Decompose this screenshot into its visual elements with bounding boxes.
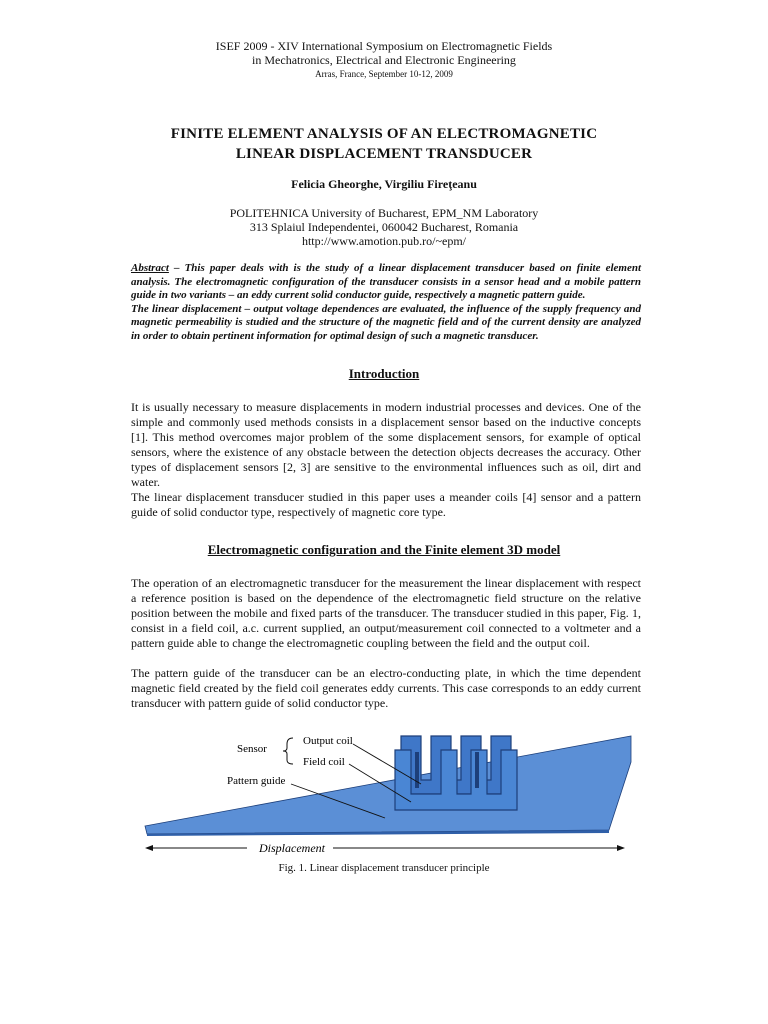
abstract xyxy=(131,262,641,343)
sensor-brace xyxy=(283,738,293,764)
abstract-paragraph-2: The linear displacement – output voltage dependences are evaluated, the influence of the supply frequency and magnetic permeability is studied and the structure of the magnetic field and of the current density are analyzed in order to obtain pertinent information for optimal design of such a magnetic transducer. xyxy=(131,302,641,342)
sensor-coils xyxy=(395,736,517,810)
affiliation-line-1: POLITEHNICA University of Bucharest, EPM_NM Laboratory xyxy=(229,206,539,220)
paper-title xyxy=(0,124,768,164)
pattern-guide-label: Pattern guide xyxy=(227,775,286,787)
figure-1 xyxy=(131,722,641,862)
affiliation-url[interactable]: http://www.amotion.pub.ro/~epm/ xyxy=(301,234,467,248)
conference-line-1: ISEF 2009 - XIV International Symposium on Electromagnetic Fields xyxy=(215,39,553,53)
conference-line-2: in Mechatronics, Electrical and Electronic Engineering xyxy=(252,53,516,67)
affiliation xyxy=(0,206,768,248)
pattern-guide-plate xyxy=(145,736,631,834)
intro-paragraph-2: The linear displacement transducer studied in this paper uses a meander coils [4] sensor and a pattern guide of solid conductor type, respectively of magnetic core type. xyxy=(131,490,641,519)
section-heading-introduction: Introduction xyxy=(348,366,420,381)
intro-paragraph-1: It is usually necessary to measure displacements in modern industrial processes and devices. One of the simple and commonly used methods consists in a displacement sensor based on the inductive concepts [1]. This method overcomes major problem of the some displacement sensors, for example of optical sensors, where the existence of any obstacle between the detection objects decreases the accuracy. Other types of displacement sensors [2, 3] are sensitive to the environmental influences such as oil, dirt and water. xyxy=(131,400,641,489)
section-heading-configuration: Electromagnetic configuration and the Finite element 3D model xyxy=(207,542,561,557)
displacement-label: Displacement xyxy=(259,841,325,855)
affiliation-line-2: 313 Splaiul Independentei, 060042 Bucharest, Romania xyxy=(249,220,519,234)
field-coil-label: Field coil xyxy=(303,756,345,768)
paper-title-line-1: FINITE ELEMENT ANALYSIS OF AN ELECTROMAGNETIC xyxy=(170,126,598,142)
paper-title-line-2: LINEAR DISPLACEMENT TRANSDUCER xyxy=(235,146,533,162)
abstract-text-1: – This paper deals with is the study of a linear displacement transducer based on finite element analysis. The electromagnetic configuration of the transducer consists in a sensor head and a mobile pattern guide in two variants – an eddy current solid conductor guide, respectively a magnetic pattern guide. xyxy=(131,262,641,301)
config-paragraph-1: The operation of an electromagnetic transducer for the measurement the linear displacement with respect a reference position is based on the dependence of the electromagnetic field structure on the relative position between the mobile and fixed parts of the transducer. The transducer studied in this paper, Fig. 1, consist in a field coil, a.c. current supplied, an output/measurement coil connected to a voltmeter and a pattern guide able to change the electromagnetic coupling between the field and the output coil. xyxy=(131,576,641,650)
sensor-label: Sensor xyxy=(237,743,267,755)
figure-1-caption: Fig. 1. Linear displacement transducer principle xyxy=(278,862,490,874)
abstract-paragraph-1 xyxy=(131,262,641,303)
conference-line-3: Arras, France, September 10-12, 2009 xyxy=(315,69,453,79)
displacement-arrowhead-left xyxy=(145,845,153,851)
config-paragraph-2: The pattern guide of the transducer can be an electro-conducting plate, in which the time dependent magnetic field created by the field coil generates eddy currents. This case corresponds to an eddy current transducer with pattern guide of solid conductor type. xyxy=(131,666,641,710)
output-coil-label: Output coil xyxy=(303,735,353,747)
displacement-arrowhead-right xyxy=(617,845,625,851)
authors: Felicia Gheorghe, Virgiliu Fireţeanu xyxy=(291,177,477,191)
transducer-diagram xyxy=(131,722,641,862)
coil-inner-slot-2 xyxy=(475,752,479,788)
abstract-label: Abstract xyxy=(131,262,169,274)
